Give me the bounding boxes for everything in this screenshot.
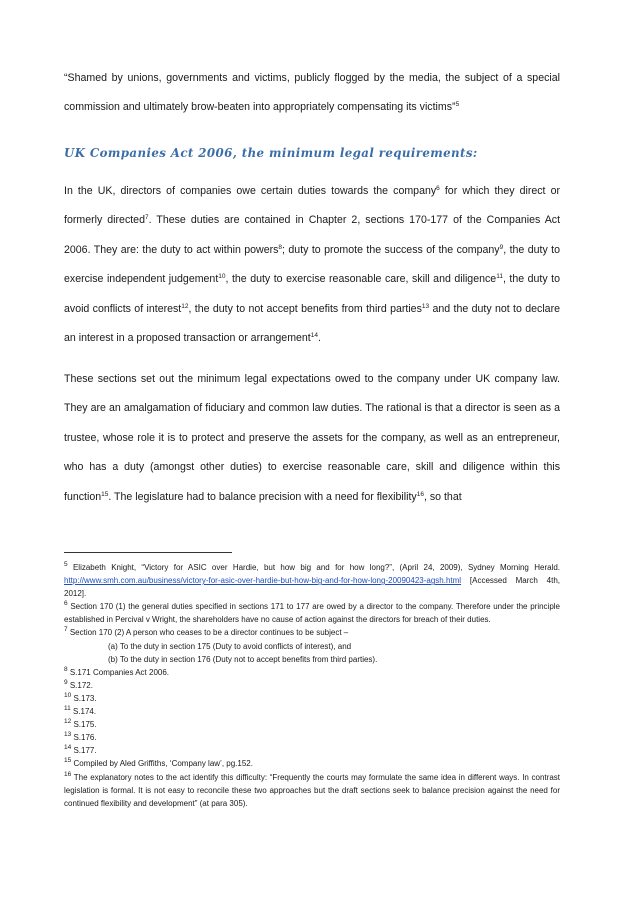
paragraph-text: . These duties are contained in Chapter 2, sections 170-177 of the Companies Act 2006. They are: the duty to act within powers <box>64 214 561 256</box>
footnote-number: 9 <box>64 678 68 686</box>
footnote-ref[interactable]: 16 <box>416 490 424 498</box>
intro-quote-text: “Shamed by unions, governments and victims, publicly flogged by the media, the subject of a special commission and ultimately brow-beaten into appropriately compensating its victims” <box>64 72 560 114</box>
section-heading: UK Companies Act 2006, the minimum legal requirements: <box>64 146 478 160</box>
footnote-number: 5 <box>64 561 68 568</box>
paragraph-text: , the duty to avoid conflicts of interest <box>64 273 560 315</box>
footnote-text: S.171 Companies Act 2006. <box>67 667 170 677</box>
paragraph-text: , the duty to not accept benefits from third parties <box>188 302 422 315</box>
footnote-14 <box>64 744 560 757</box>
source-link[interactable]: http://www.smh.com.au/business/victory-for-asic-over-hardie-but-how-big-and-for-how-long-20090423-agsh.html <box>64 576 462 586</box>
footnote-12 <box>64 718 560 731</box>
footnote-5 <box>64 561 560 600</box>
footnote-number: 11 <box>64 705 71 713</box>
footnote-13 <box>64 731 560 744</box>
footnote-7-item-a: (a) To the duty in section 175 (Duty to avoid conflicts of interest), and <box>108 641 352 651</box>
paragraph-text: for which they direct or formerly directed <box>64 185 561 227</box>
paragraph-text: , the duty to exercise reasonable care, skill and diligence <box>225 273 497 286</box>
footnote-10 <box>64 692 560 705</box>
footnote-number: 14 <box>64 744 72 752</box>
paragraph-text: , the duty to exercise independent judgement <box>64 243 560 286</box>
paragraph-text: ; duty to promote the success of the company <box>282 243 500 256</box>
footnote-number: 12 <box>64 718 72 726</box>
footnote-6 <box>64 600 560 626</box>
footnote-text: The explanatory notes to the act identify this difficulty: “Frequently the courts may formulate the same idea in different ways. In contrast legislation is formal. It is not easy to reconcile these two approaches but the draft sections seek to balance precision against the need for continued flexibility and development” (at para 305). <box>64 772 560 808</box>
paragraph-text: , so that <box>423 490 462 503</box>
footnote-number: 16 <box>64 770 72 778</box>
footnote-number: 6 <box>64 600 68 608</box>
footnote-text: [Accessed March 4th, 2012]. <box>64 576 560 599</box>
footnote-text: S.172. <box>67 680 93 690</box>
footnote-ref[interactable]: 6 <box>436 185 440 192</box>
footnotes-section <box>64 561 560 810</box>
paragraph-text: . The legislature had to balance precision with a need for flexibility <box>108 490 417 503</box>
footnote-text: S.177. <box>71 746 97 756</box>
footnote-ref[interactable]: 13 <box>421 302 430 310</box>
footnote-ref[interactable]: 9 <box>499 243 504 251</box>
legal-expectations-paragraph <box>64 365 560 512</box>
footnote-ref[interactable]: 10 <box>218 273 226 281</box>
footnote-text: S.174. <box>70 707 97 717</box>
footnote-9 <box>64 679 560 692</box>
footnote-text: S.173. <box>71 693 97 703</box>
intro-quote-paragraph <box>64 64 560 123</box>
footnote-text: S.176. <box>71 733 97 743</box>
footnote-ref[interactable]: 7 <box>144 214 149 222</box>
footnote-text: Section 170 (1) the general duties specified in sections 171 to 177 are owed by a director to the company. Therefore under the principle established in Percival v Wright, the shareholders have no cause of action against the directors for breach of their duties. <box>64 602 560 625</box>
footnote-text: S.175. <box>71 720 97 730</box>
footnote-ref[interactable]: 11 <box>496 273 503 281</box>
paragraph-text: and the duty not to declare an interest in a proposed transaction or arrangement <box>64 302 560 345</box>
footnote-ref[interactable]: 5 <box>455 101 460 109</box>
footnote-ref[interactable]: 8 <box>278 243 283 251</box>
footnote-text: Compiled by Aled Griffiths, ‘Company law’, pg.152. <box>71 759 253 769</box>
footnote-number: 10 <box>64 691 72 699</box>
duties-paragraph <box>64 177 560 353</box>
footnote-8 <box>64 666 560 679</box>
footnote-separator <box>64 552 232 553</box>
footnote-number: 8 <box>64 665 68 673</box>
footnote-number: 13 <box>64 731 72 739</box>
paragraph-text: These sections set out the minimum legal expectations owed to the company under UK company law. They are an amalgamation of fiduciary and common law duties. The rational is that a director is seen as a trustee, whose role it is to protect and preserve the assets for the company, as well as an entrepreneur, who has a duty (amongst other duties) to exercise reasonable care, skill and diligence within this function <box>64 373 560 503</box>
footnote-ref[interactable]: 15 <box>101 490 109 498</box>
footnote-ref[interactable]: 14 <box>310 332 318 340</box>
footnote-ref[interactable]: 12 <box>181 302 189 310</box>
footnote-7-item-b: (b) To the duty in section 176 (Duty not to accept benefits from third parties). <box>108 654 378 664</box>
footnote-16 <box>64 771 560 810</box>
footnote-text: Section 170 (2) A person who ceases to be a director continues to be subject – <box>67 628 349 638</box>
footnote-7 <box>64 626 560 639</box>
footnote-number: 15 <box>64 757 72 765</box>
footnote-15 <box>64 757 560 770</box>
footnote-11 <box>64 705 560 718</box>
footnote-text: Elizabeth Knight, “Victory for ASIC over Hardie, but how big and for how long?”, (April 24, 2009), Sydney Morning Herald. <box>67 563 560 572</box>
paragraph-text: . <box>317 332 321 345</box>
paragraph-text: In the UK, directors of companies owe certain duties towards the company <box>64 185 437 197</box>
footnote-number: 7 <box>64 626 68 634</box>
